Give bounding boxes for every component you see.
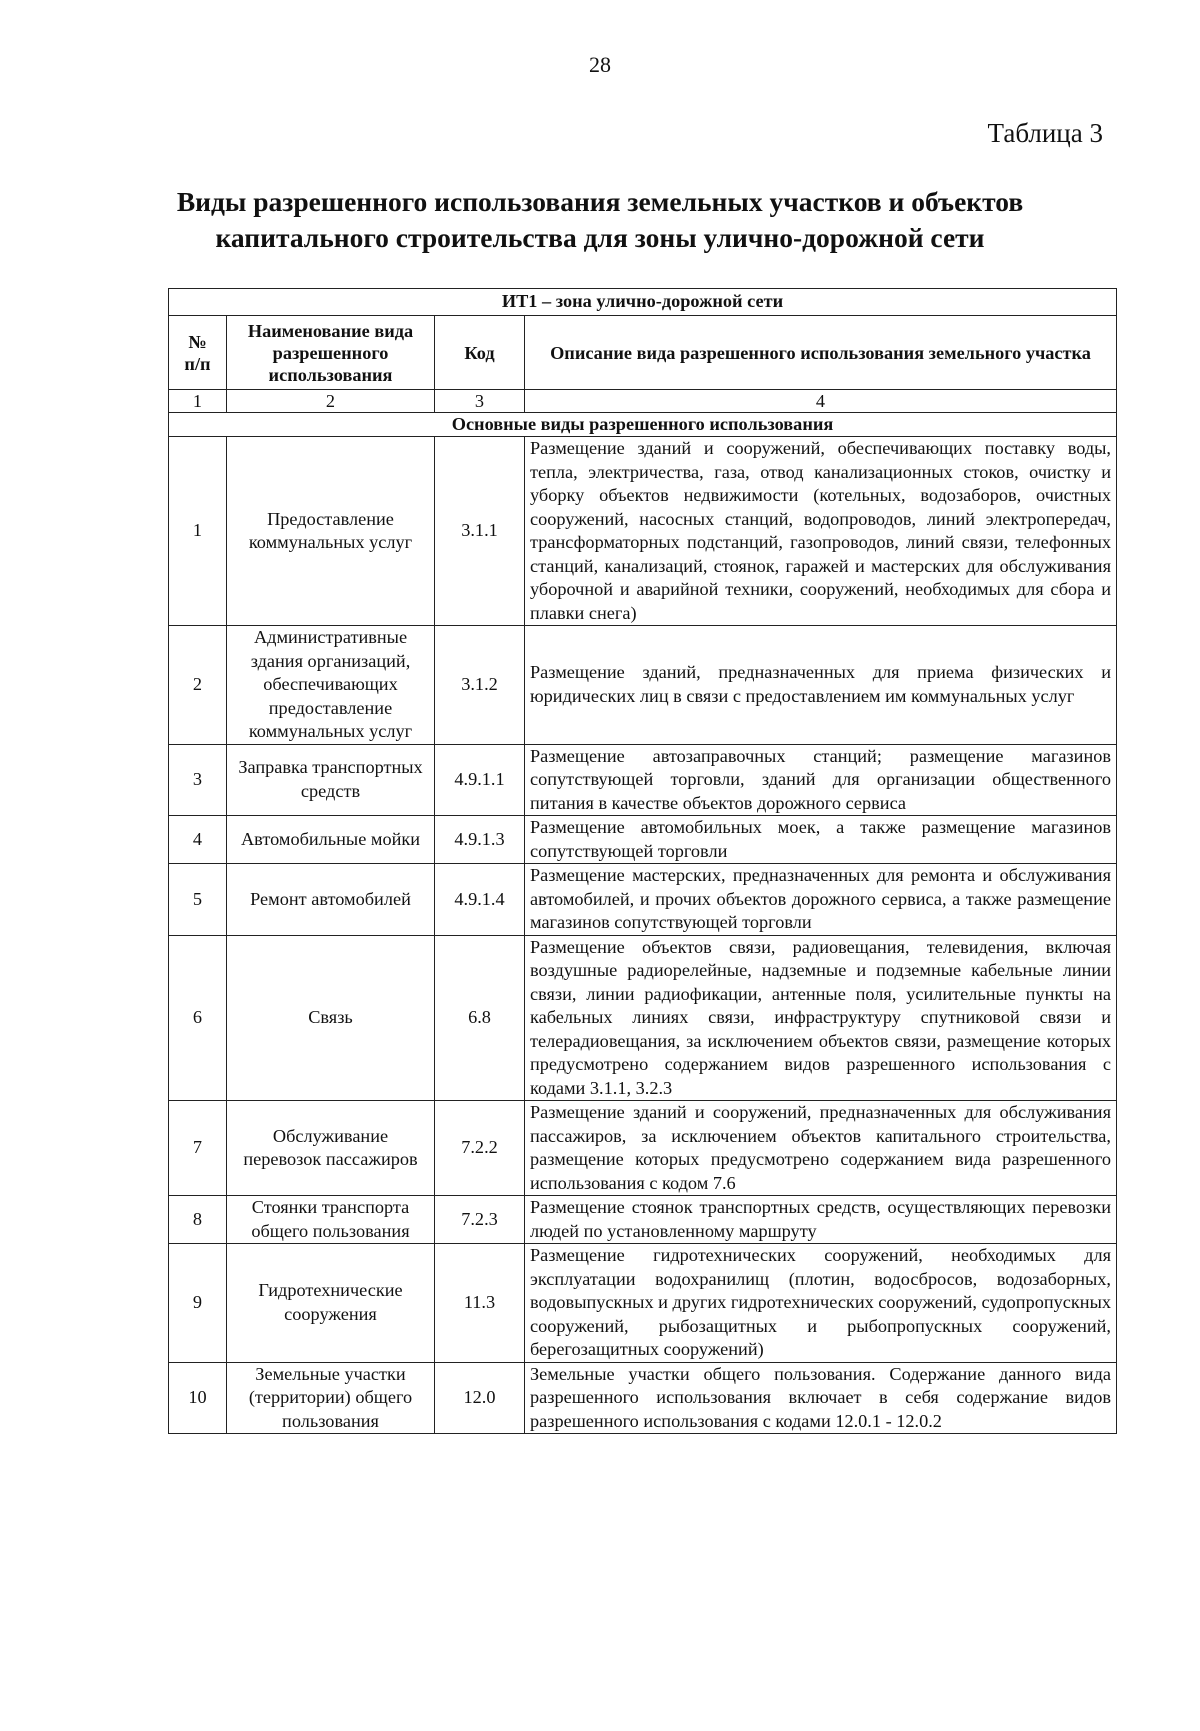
title-line-1: Виды разрешенного использования земельных участков и объектов (176, 186, 1024, 217)
table-row (169, 744, 1117, 816)
row-number: 10 (169, 1362, 227, 1434)
row-description: Размещение зданий и сооружений, предназначенных для обслуживания пассажиров, за исключением объектов капитального строительства, размещение которых предусмотрено содержанием вида разрешенного использования с кодом 7.6 (525, 1101, 1117, 1196)
row-name: Гидротехнические сооружения (227, 1244, 435, 1363)
header-number-line2: п/п (184, 353, 211, 374)
row-name: Автомобильные мойки (227, 816, 435, 864)
document-title (0, 184, 1200, 256)
row-description: Размещение зданий, предназначенных для приема физических и юридических лиц в связи с предоставлением им коммунальных услуг (525, 626, 1117, 745)
row-description: Размещение автомобильных моек, а также размещение магазинов сопутствующей торговли (525, 816, 1117, 864)
page-number: 28 (589, 52, 611, 77)
table-row (169, 1362, 1117, 1434)
header-number (169, 316, 227, 390)
row-name: Административные здания организаций, обеспечивающих предоставление коммунальных услуг (227, 626, 435, 745)
row-name: Обслуживание перевозок пассажиров (227, 1101, 435, 1196)
row-number: 2 (169, 626, 227, 745)
table-row (169, 935, 1117, 1101)
row-code: 11.3 (435, 1244, 525, 1363)
section-title: Основные виды разрешенного использования (169, 413, 1117, 437)
row-name: Земельные участки (территории) общего пользования (227, 1362, 435, 1434)
row-description: Размещение стоянок транспортных средств, осуществляющих перевозки людей по установленному маршруту (525, 1196, 1117, 1244)
row-name: Заправка транспортных средств (227, 744, 435, 816)
table-row (169, 626, 1117, 745)
row-name: Предоставление коммунальных услуг (227, 437, 435, 626)
row-code: 7.2.3 (435, 1196, 525, 1244)
column-number: 4 (525, 390, 1117, 413)
table-row (169, 1244, 1117, 1363)
header-code: Код (435, 316, 525, 390)
row-number: 1 (169, 437, 227, 626)
row-name: Связь (227, 935, 435, 1101)
row-description: Размещение автозаправочных станций; размещение магазинов сопутствующей торговли, зданий для организации общественного питания в качестве объектов дорожного сервиса (525, 744, 1117, 816)
column-number: 3 (435, 390, 525, 413)
zone-title: ИТ1 – зона улично-дорожной сети (169, 289, 1117, 316)
row-code: 7.2.2 (435, 1101, 525, 1196)
land-use-table (168, 288, 1117, 1434)
row-number: 9 (169, 1244, 227, 1363)
row-name: Ремонт автомобилей (227, 864, 435, 936)
table-caption: Таблица 3 (987, 118, 1103, 148)
column-number: 2 (227, 390, 435, 413)
row-number: 4 (169, 816, 227, 864)
row-description: Размещение зданий и сооружений, обеспечивающих поставку воды, тепла, электричества, газа, отвод канализационных стоков, очистку и уборку объектов недвижимости (котельных, водозаборов, очистных сооружений, насосных станций, водопроводов, линий электропередач, трансформаторных подстанций, газопроводов, линий связи, телефонных станций, канализаций, стоянок, гаражей и мастерских для обслуживания уборочной и аварийной техники, сооружений, необходимых для сбора и плавки снега) (525, 437, 1117, 626)
row-description: Размещение гидротехнических сооружений, необходимых для эксплуатации водохранилищ (плотин, водосбросов, водозаборных, водовыпускных и других гидротехнических сооружений, судопропускных сооружений, рыбозащитных и рыбопропускных сооружений, берегозащитных сооружений) (525, 1244, 1117, 1363)
header-name: Наименование вида разрешенного использования (227, 316, 435, 390)
row-code: 4.9.1.1 (435, 744, 525, 816)
row-description: Размещение объектов связи, радиовещания, телевидения, включая воздушные радиорелейные, надземные и подземные кабельные линии связи, линии радиофикации, антенные поля, усилительные пункты на кабельных линиях связи, инфраструктуру спутниковой связи и телерадиовещания, за исключением объектов связи, размещение которых предусмотрено содержанием видов разрешенного использования с кодами 3.1.1, 3.2.3 (525, 935, 1117, 1101)
row-code: 3.1.1 (435, 437, 525, 626)
column-number: 1 (169, 390, 227, 413)
table-row (169, 437, 1117, 626)
row-code: 4.9.1.3 (435, 816, 525, 864)
header-description: Описание вида разрешенного использования земельного участка (525, 316, 1117, 390)
row-number: 3 (169, 744, 227, 816)
title-line-2: капитального строительства для зоны улично-дорожной сети (215, 222, 985, 253)
row-description: Земельные участки общего пользования. Содержание данного вида разрешенного использования включает в себя содержание видов разрешенного использования с кодами 12.0.1 - 12.0.2 (525, 1362, 1117, 1434)
row-number: 7 (169, 1101, 227, 1196)
row-code: 12.0 (435, 1362, 525, 1434)
table-row (169, 1101, 1117, 1196)
row-name: Стоянки транспорта общего пользования (227, 1196, 435, 1244)
row-code: 3.1.2 (435, 626, 525, 745)
table-row (169, 1196, 1117, 1244)
row-description: Размещение мастерских, предназначенных для ремонта и обслуживания автомобилей, и прочих объектов дорожного сервиса, а также размещение магазинов сопутствующей торговли (525, 864, 1117, 936)
row-code: 4.9.1.4 (435, 864, 525, 936)
row-code: 6.8 (435, 935, 525, 1101)
header-number-line1: № (188, 331, 207, 352)
table-row (169, 816, 1117, 864)
table-row (169, 864, 1117, 936)
row-number: 6 (169, 935, 227, 1101)
row-number: 5 (169, 864, 227, 936)
row-number: 8 (169, 1196, 227, 1244)
